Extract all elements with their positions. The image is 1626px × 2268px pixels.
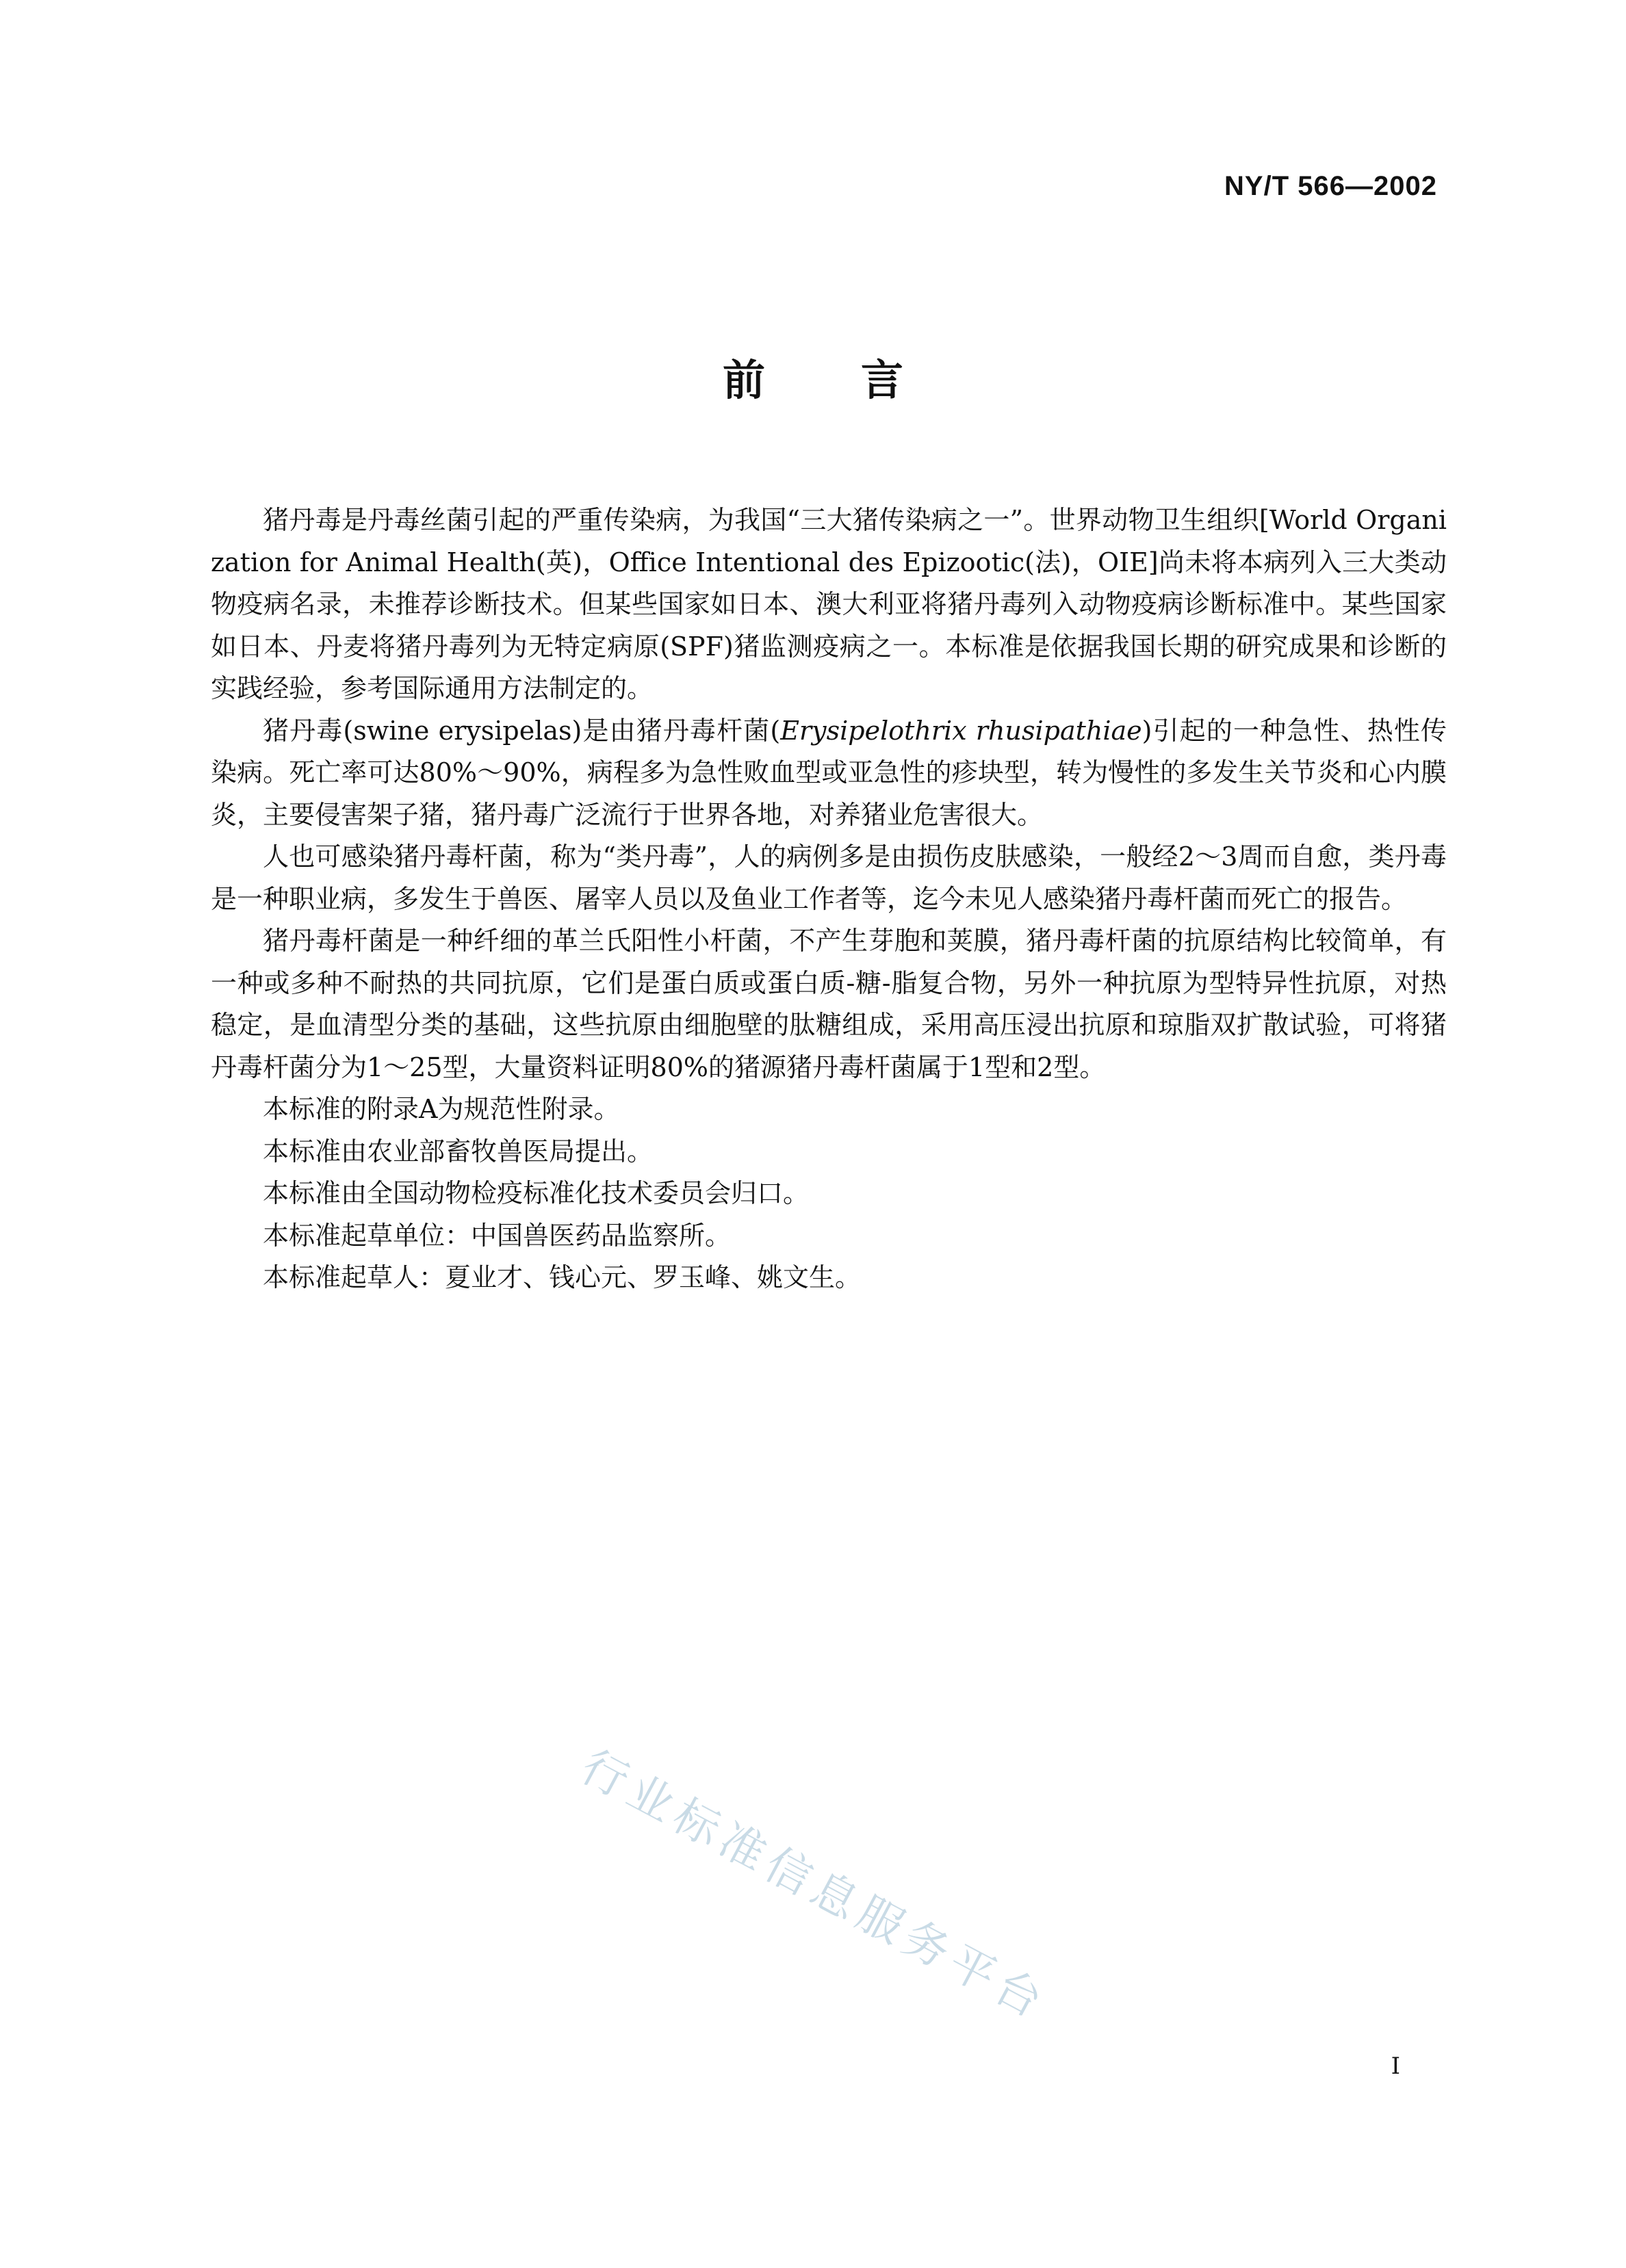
paragraph-drafters: 本标准起草人：夏业才、钱心元、罗玉峰、姚文生。: [263, 1262, 862, 1292]
watermark: 行业标准信息服务平台: [572, 1740, 1057, 2031]
paragraph-appendix: 本标准的附录A为规范性附录。: [263, 1094, 620, 1124]
paragraph-2-after: )引起的一种急性、热性传染病。死亡率可达80%～90%，病程多为急性败血型或亚急性的疹块型，转为慢性的多发生关节炎和心内膜炎，主要侵害架子猪，猪丹毒广泛流行于世界各地，对养猪业危害很大。: [211, 715, 1447, 830]
paragraph-disease-definition: [211, 710, 1447, 837]
title-char-2: 言: [861, 355, 904, 405]
paragraph-proposer: 本标准由农业部畜牧兽医局提出。: [263, 1136, 654, 1166]
paragraph-drafting-unit: 本标准起草单位：中国兽医药品监察所。: [263, 1220, 732, 1251]
paragraph-2-before: 猪丹毒(swine erysipelas)是由猪丹毒杆菌(: [263, 715, 781, 746]
paragraph-intro: 猪丹毒是丹毒丝菌引起的严重传染病，为我国“三大猪传染病之一”。世界动物卫生组织[World Organization for Animal Health(英)，Office Intentional des Epizootic(法)，OIE]尚未将本病列入三大类动物疫病名录，未推荐诊断技术。但某些国家如日本、澳大利亚将猪丹毒列入动物疫病诊断标准中。某些国家如日本、丹麦将猪丹毒列为无特定病原(SPF)猪监测疫病之一。本标准是依据我国长期的研究成果和诊断的实践经验，参考国际通用方法制定的。: [211, 505, 1447, 703]
title-char-1: 前: [722, 355, 765, 405]
standard-number: NY/T 566—2002: [1224, 171, 1437, 201]
foreword-body: [211, 499, 1447, 1299]
paragraph-committee: 本标准由全国动物检疫标准化技术委员会归口。: [263, 1178, 810, 1208]
page-number: I: [1391, 2052, 1400, 2080]
paragraph-bacterium: 猪丹毒杆菌是一种纤细的革兰氏阳性小杆菌，不产生芽胞和荚膜，猪丹毒杆菌的抗原结构比较简单，有一种或多种不耐热的共同抗原，它们是蛋白质或蛋白质-糖-脂复合物，另外一种抗原为型特异性抗原，对热稳定，是血清型分类的基础，这些抗原由细胞壁的肽糖组成，采用高压浸出抗原和琼脂双扩散试验，可将猪丹毒杆菌分为1～25型，大量资料证明80%的猪源猪丹毒杆菌属于1型和2型。: [211, 926, 1447, 1082]
species-name: Erysipelothrix rhusipathiae: [780, 715, 1142, 746]
paragraph-human-infection: 人也可感染猪丹毒杆菌，称为“类丹毒”，人的病例多是由损伤皮肤感染，一般经2～3周而自愈，类丹毒是一种职业病，多发生于兽医、屠宰人员以及鱼业工作者等，迄今未见人感染猪丹毒杆菌而死亡的报告。: [211, 842, 1447, 914]
page-title: [0, 355, 1626, 405]
